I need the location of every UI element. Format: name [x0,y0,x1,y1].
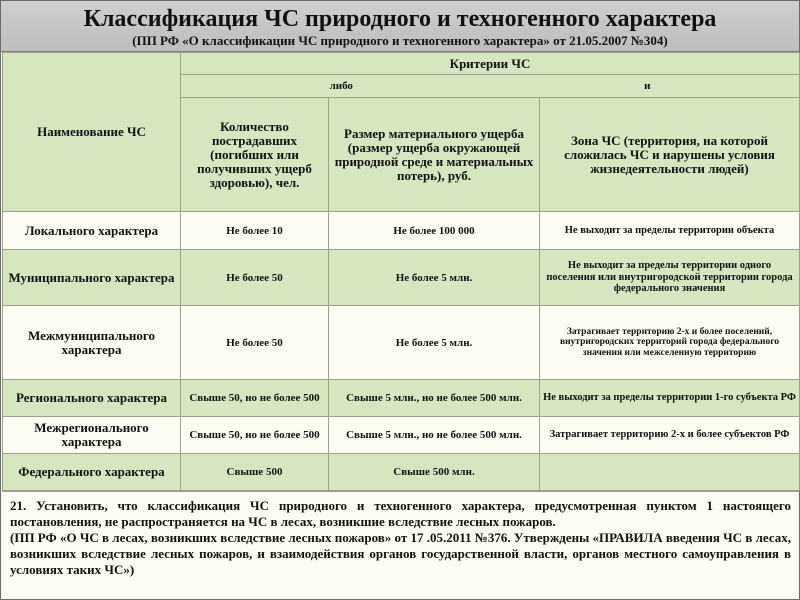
row-victims: Не более 50 [181,306,329,380]
row-victims: Свыше 500 [181,454,329,491]
table-row [3,454,800,491]
row-damage: Свыше 5 млн., но не более 500 млн. [329,380,540,417]
row-zone [540,454,800,491]
footnote-paragraph-2: (ПП РФ «О ЧС в лесах, возникших вследствие лесных пожаров» от 17 .05.2011 №376. Утверждены «ПРАВИЛА введения ЧС в лесах, возникших вследствие лесных пожаров, и взаимодействия органов государственной власти, органов местного самоуправления в условиях таких ЧС») [10,530,791,577]
damage-column-header: Размер материального ущерба (размер ущерба окружающей природной среде и материальных потерь), руб. [329,98,540,212]
row-zone: Затрагивает территорию 2-х и более субъектов РФ [540,417,800,454]
row-name: Межрегионального характера [3,417,181,454]
criteria-connectors [181,75,800,98]
row-damage: Свыше 500 млн. [329,454,540,491]
row-name: Локального характера [3,212,181,250]
row-victims: Не более 50 [181,250,329,306]
row-damage: Не более 5 млн. [329,250,540,306]
row-zone: Не выходит за пределы территории 1-го субъекта РФ [540,380,800,417]
row-damage: Не более 100 000 [329,212,540,250]
victims-column-header: Количество пострадавших (погибших или получивших ущерб здоровью), чел. [181,98,329,212]
footnote-paragraph-1: 21. Установить, что классификация ЧС природного и техногенного характера, предусмотренная пунктом 1 настоящего постановления, не распространяется на ЧС в лесах, возникшие вследствие лесных пожаров. [10,498,791,529]
row-damage: Свыше 5 млн., но не более 500 млн. [329,417,540,454]
table-row [3,212,800,250]
table-row [3,250,800,306]
row-name: Межмуниципального характера [3,306,181,380]
footnote [2,491,799,599]
table-row [3,380,800,417]
row-zone: Затрагивает территорию 2-х и более поселений, внутригородских территорий города федерального значения или межселенную территорию [540,306,800,380]
name-column-header: Наименование ЧС [3,53,181,212]
row-name: Регионального характера [3,380,181,417]
classification-table [2,52,800,491]
row-damage: Не более 5 млн. [329,306,540,380]
row-victims: Свыше 50, но не более 500 [181,380,329,417]
table-row [3,306,800,380]
row-zone: Не выходит за пределы территории одного поселения или внутригородской территории города федерального значения [540,250,800,306]
row-victims: Не более 10 [181,212,329,250]
page-title: Классификация ЧС природного и техногенного характера [83,6,717,32]
row-victims: Свыше 50, но не более 500 [181,417,329,454]
table-row [3,417,800,454]
criteria-header: Критерии ЧС [181,53,800,75]
row-name: Федерального характера [3,454,181,491]
connector-and: и [644,80,651,92]
row-zone: Не выходит за пределы территории объекта [540,212,800,250]
row-name: Муниципального характера [3,250,181,306]
zone-column-header: Зона ЧС (территория, на которой сложилась ЧС и нарушены условия жизнедеятельности людей) [540,98,800,212]
page-subtitle: (ПП РФ «О классификации ЧС природного и техногенного характера» от 21.05.2007 №304) [132,33,668,48]
connector-or: либо [329,80,353,92]
title-banner [1,1,799,52]
